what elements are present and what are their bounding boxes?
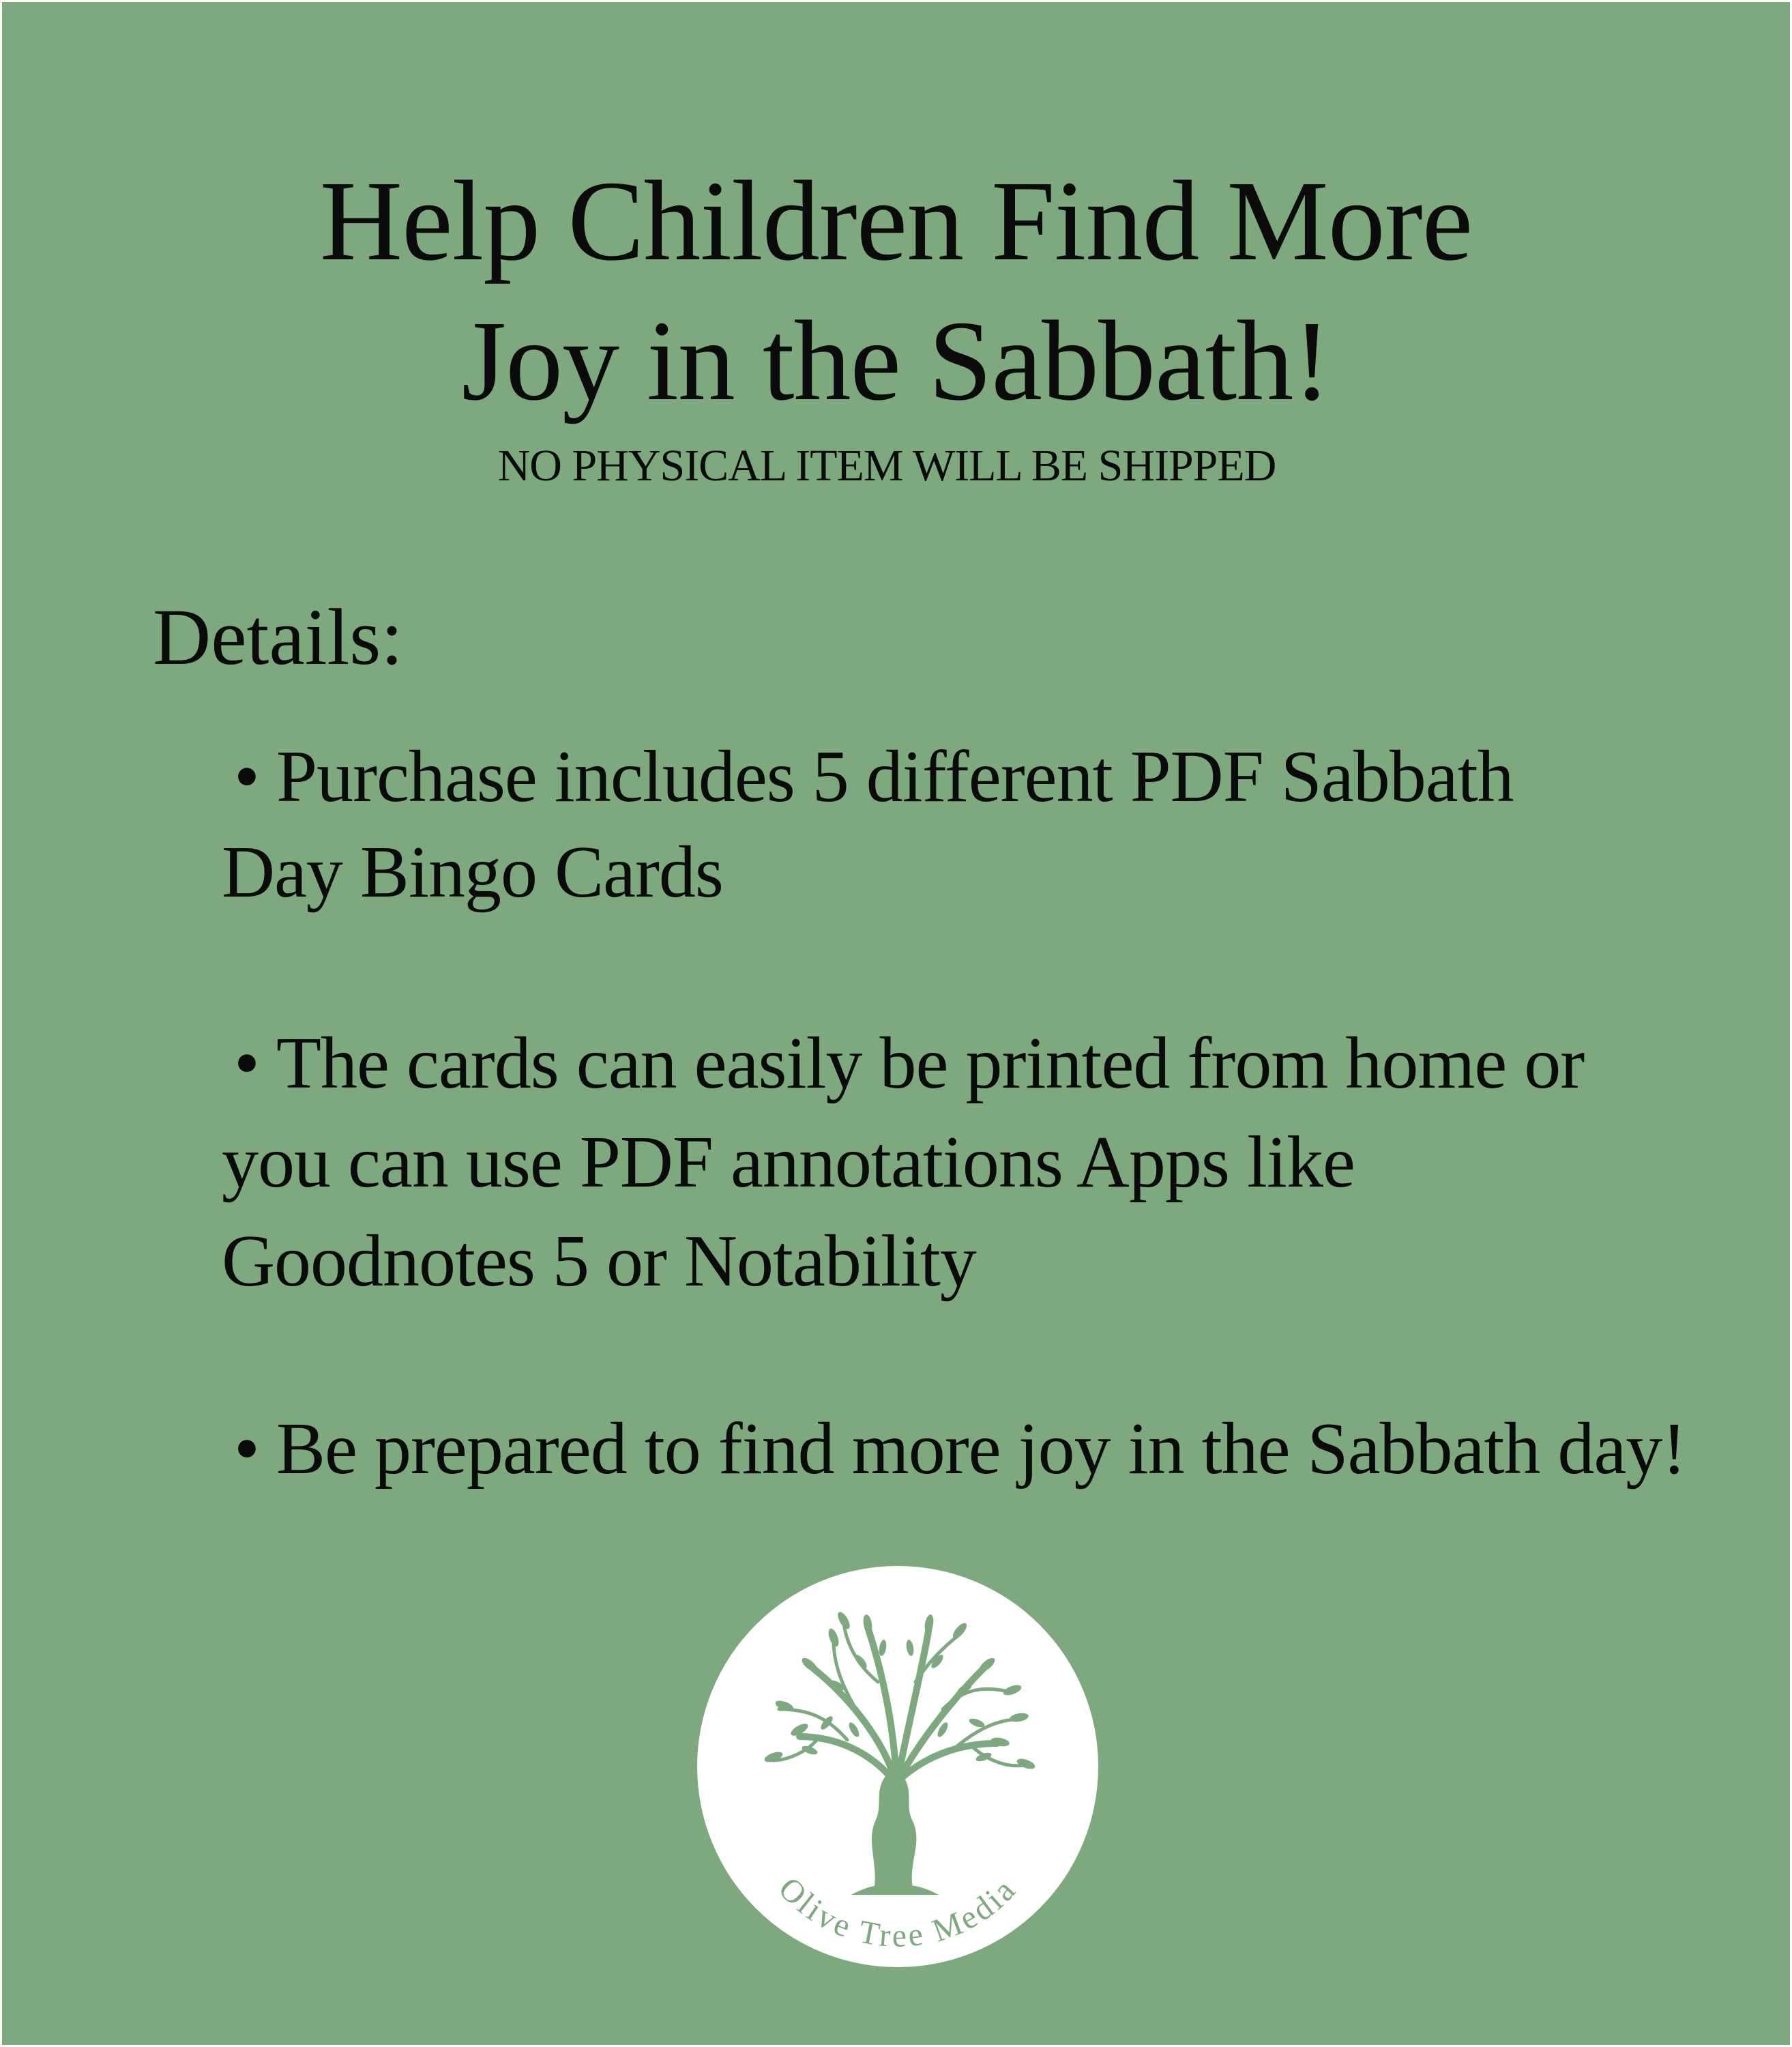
- bullet-text-line: The cards can easily be printed from home or: [276, 1023, 1585, 1104]
- olive-tree-media-logo: [697, 1566, 1098, 1967]
- bullet-dot: •: [234, 736, 260, 817]
- bullet-text-line: Be prepared to find more joy in the Sabbath day!: [276, 1408, 1686, 1490]
- bullet-dot: •: [234, 1023, 260, 1104]
- shipping-notice: NO PHYSICAL ITEM WILL BE SHIPPED: [497, 441, 1276, 491]
- details-heading: Details:: [153, 592, 404, 682]
- bullet-dot: •: [234, 1408, 260, 1490]
- headline-line-1: Help Children Find More: [319, 158, 1473, 285]
- bullet-text-line: Goodnotes 5 or Notability: [222, 1221, 976, 1302]
- bullet-text-line: Day Bingo Cards: [222, 832, 723, 913]
- logo-wordmark: Olive Tree Media: [771, 1870, 1024, 1954]
- bullet-text-line: Purchase includes 5 different PDF Sabbath: [276, 736, 1514, 817]
- headline-line-2: Joy in the Sabbath!: [461, 297, 1331, 424]
- bullet-text-line: you can use PDF annotations Apps like: [222, 1122, 1355, 1203]
